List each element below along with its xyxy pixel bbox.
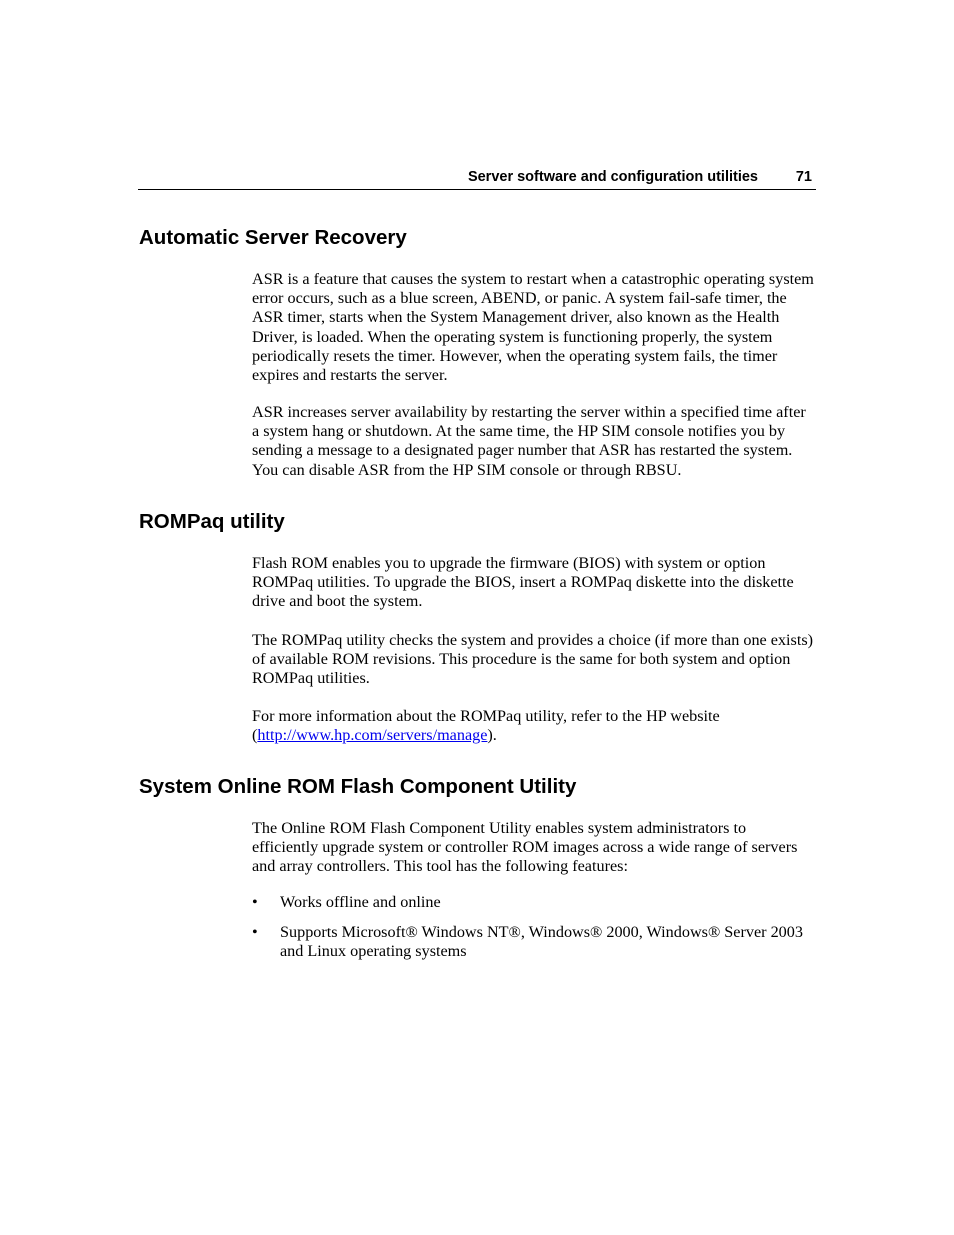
asr-paragraph-1: ASR is a feature that causes the system to restart when a catastrophic operating system error occurs, such as a blue screen, ABEND, or panic. A system fail-safe timer, the ASR timer, starts when the System Management driver, also known as the Health Driver, is loaded. When the operating system is functioning properly, the system periodically resets the timer. However, when the operating system fails, the timer expires and restarts the server. <box>252 270 814 385</box>
rompaq-paragraph-2: The ROMPaq utility checks the system and provides a choice (if more than one exists) of available ROM revisions. This procedure is the same for both system and option ROMPaq utilities. <box>252 631 814 688</box>
heading-automatic-server-recovery: Automatic Server Recovery <box>139 226 407 249</box>
list-item-text: Supports Microsoft® Windows NT®, Windows® 2000, Windows® Server 2003 and Linux operating systems <box>280 922 803 960</box>
list-item <box>252 893 814 912</box>
heading-rompaq-utility: ROMPaq utility <box>139 510 285 533</box>
link-trail-text: ). <box>487 726 497 745</box>
bullet-icon: • <box>252 922 258 941</box>
page-number: 71 <box>795 169 812 185</box>
rompaq-paragraph-3 <box>252 707 814 745</box>
online-rom-paragraph-1: The Online ROM Flash Component Utility enables system administrators to efficiently upgrade system or controller ROM images across a wide range of servers and array controllers. This tool has the following features: <box>252 819 798 876</box>
running-header <box>138 167 816 190</box>
bullet-icon: • <box>252 893 258 911</box>
header-title: Server software and configuration utilities <box>467 169 758 185</box>
heading-online-rom-flash-utility: System Online ROM Flash Component Utility <box>139 775 577 798</box>
hp-website-link[interactable]: http://www.hp.com/servers/manage <box>257 726 488 745</box>
rompaq-paragraph-1: Flash ROM enables you to upgrade the firmware (BIOS) with system or option ROMPaq utilities. To upgrade the BIOS, insert a ROMPaq diskette into the diskette drive and boot the system. <box>252 554 794 611</box>
link-lead-text: For more information about the ROMPaq utility, refer to the HP website ( <box>252 707 720 745</box>
list-item <box>252 923 814 961</box>
features-list <box>252 893 814 972</box>
list-item-text: Works offline and online <box>280 893 441 911</box>
asr-paragraph-2: ASR increases server availability by restarting the server within a specified time after a system hang or shutdown. At the same time, the HP SIM console notifies you by sending a message to a designated pager number that ASR has restarted the system. You can disable ASR from the HP SIM console or through RBSU. <box>252 403 806 479</box>
